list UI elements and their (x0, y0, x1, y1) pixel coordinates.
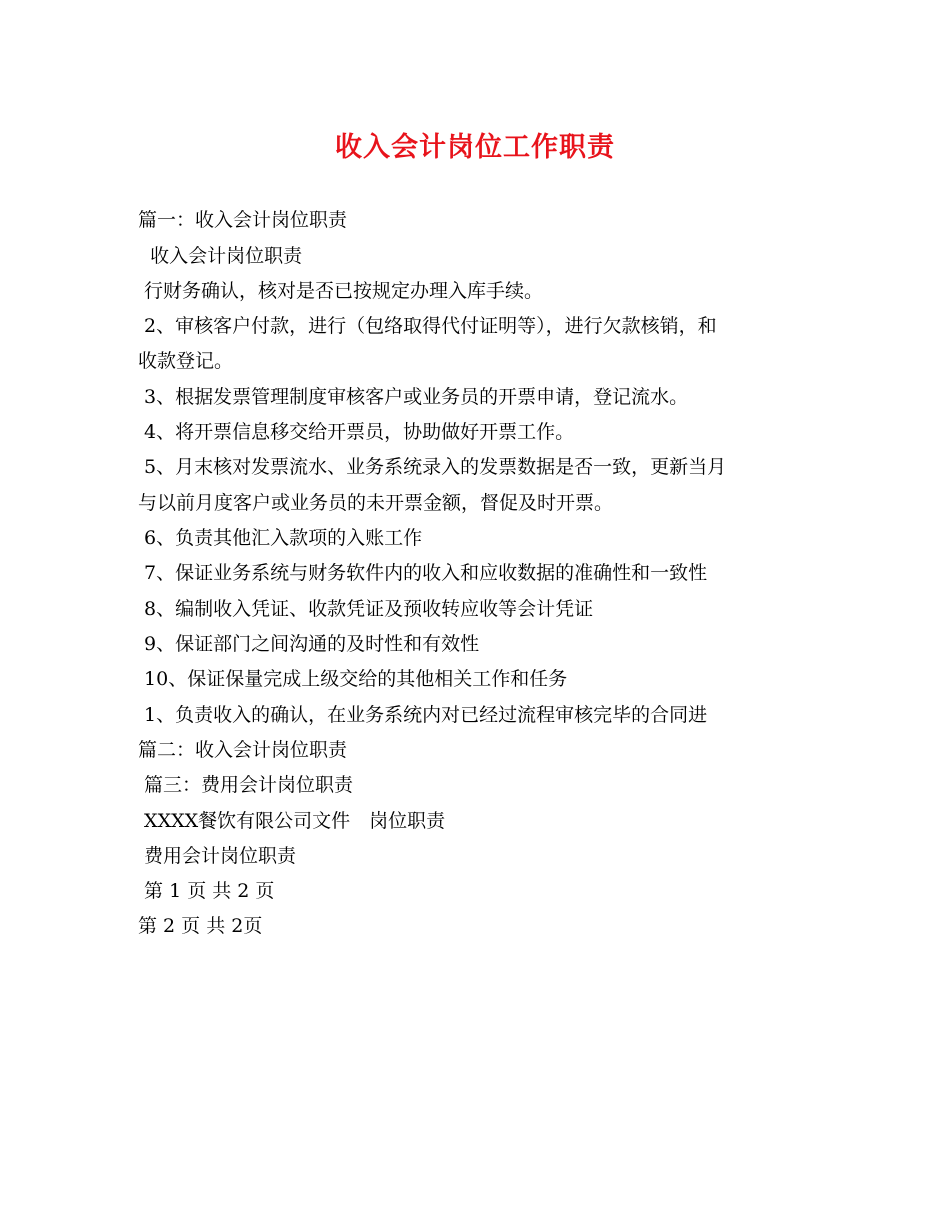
page-number-1: 第 1 页 共 2 页 (138, 880, 275, 902)
text-line-15: 1、负责收入的确认，在业务系统内对已经过流程审核完毕的合同进 (138, 704, 708, 726)
text-line-19: 费用会计岗位职责 (138, 845, 297, 867)
text-line-4: 2、审核客户付款，进行（包络取得代付证明等），进行欠款核销，和 (138, 315, 717, 337)
text-line-7: 4、将开票信息移交给开票员，协助做好开票工作。 (138, 421, 575, 443)
text-line-13: 9、保证部门之间沟通的及时性和有效性 (138, 633, 480, 655)
text-line-8: 5、月末核对发票流水、业务系统录入的发票数据是否一致，更新当月 (138, 456, 727, 478)
text-line-1: 篇一：收入会计岗位职责 (138, 209, 348, 231)
text-line-11: 7、保证业务系统与财务软件内的收入和应收数据的准确性和一致性 (138, 562, 708, 584)
text-line-16: 篇二：收入会计岗位职责 (138, 739, 348, 761)
text-line-12: 8、编制收入凭证、收款凭证及预收转应收等会计凭证 (138, 598, 594, 620)
text-line-3: 行财务确认，核对是否已按规定办理入库手续。 (138, 280, 544, 302)
text-line-17: 篇三：费用会计岗位职责 (138, 774, 354, 796)
text-line-2: 收入会计岗位职责 (138, 245, 303, 267)
document-title: 收入会计岗位工作职责 (335, 132, 615, 163)
text-line-10: 6、负责其他汇入款项的入账工作 (138, 527, 423, 549)
text-line-14: 10、保证保量完成上级交给的其他相关工作和任务 (138, 668, 568, 690)
text-line-6: 3、根据发票管理制度审核客户或业务员的开票申请，登记流水。 (138, 386, 689, 408)
page-number-2: 第 2 页 共 2页 (138, 915, 263, 937)
text-line-18: XXXX餐饮有限公司文件 岗位职责 (138, 810, 446, 832)
text-line-9: 与以前月度客户或业务员的未开票金额，督促及时开票。 (138, 492, 614, 514)
text-line-5: 收款登记。 (138, 350, 234, 372)
